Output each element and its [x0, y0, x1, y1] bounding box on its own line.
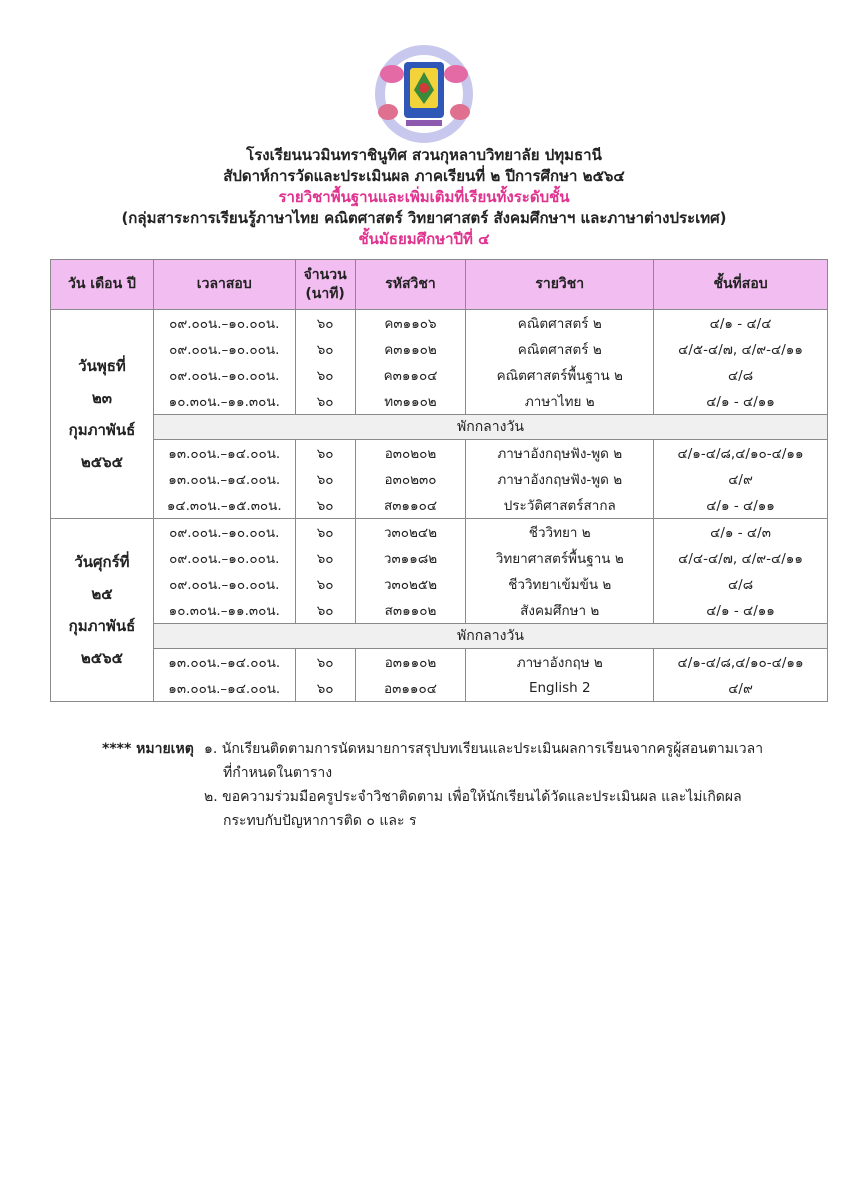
subject-groups: (กลุ่มสาระการเรียนรู้ภาษาไทย คณิตศาสตร์ วิทยาศาสตร์ สังคมศึกษาฯ และภาษาต่างประเทศ) — [121, 209, 727, 227]
cell-time: ๑๓.๐๐น.–๑๔.๐๐น. — [153, 440, 295, 467]
cell-time: ๐๙.๐๐น.–๑๐.๐๐น. — [153, 545, 295, 571]
cell-code: ค๓๑๑๐๔ — [355, 362, 466, 388]
cell-classes: ๔/๘ — [654, 571, 828, 597]
cell-classes: ๔/๑-๔/๘,๔/๑๐-๔/๑๑ — [654, 649, 828, 676]
document-title: สัปดาห์การวัดและประเมินผล ภาคเรียนที่ ๒ ปีการศึกษา ๒๕๖๔ — [223, 167, 625, 185]
cell-classes: ๔/๔-๔/๗, ๔/๙-๔/๑๑ — [654, 545, 828, 571]
cell-time: ๑๓.๐๐น.–๑๔.๐๐น. — [153, 649, 295, 676]
cell-time: ๑๐.๓๐น.–๑๑.๓๐น. — [153, 388, 295, 415]
exam-date-day: วันพุธที่ — [78, 357, 126, 375]
cell-subject: ภาษาอังกฤษฟัง-พูด ๒ — [466, 466, 654, 492]
cell-classes: ๔/๙ — [654, 466, 828, 492]
col-header-minutes: จำนวน (นาที) — [295, 260, 355, 310]
lunch-break-row — [51, 624, 828, 649]
cell-subject: ชีววิทยา ๒ — [466, 519, 654, 546]
cell-minutes: ๖๐ — [295, 362, 355, 388]
cell-code: ส๓๑๑๐๔ — [355, 492, 466, 519]
cell-minutes: ๖๐ — [295, 571, 355, 597]
cell-code: ว๓๐๒๕๒ — [355, 571, 466, 597]
exam-date-month: กุมภาพันธ์ — [68, 617, 136, 635]
table-row — [51, 466, 828, 492]
school-emblem — [366, 40, 482, 152]
document-subtitle: รายวิชาพื้นฐานและเพิ่มเติมที่เรียนทั้งระดับชั้น — [278, 188, 570, 206]
table-row — [51, 571, 828, 597]
cell-minutes: ๖๐ — [295, 440, 355, 467]
cell-minutes: ๖๐ — [295, 388, 355, 415]
cell-classes: ๔/๙ — [654, 675, 828, 702]
lunch-break-label: พักกลางวัน — [153, 624, 827, 649]
cell-subject: วิทยาศาสตร์พื้นฐาน ๒ — [466, 545, 654, 571]
remarks — [102, 737, 764, 833]
lunch-break-row — [51, 415, 828, 440]
cell-code: ส๓๑๑๐๒ — [355, 597, 466, 624]
cell-code: ว๓๑๑๘๒ — [355, 545, 466, 571]
cell-subject: ภาษาไทย ๒ — [466, 388, 654, 415]
exam-date-year: ๒๕๖๕ — [80, 453, 123, 471]
cell-minutes: ๖๐ — [295, 492, 355, 519]
exam-date-cell — [51, 310, 154, 519]
cell-subject: ประวัติศาสตร์สากล — [466, 492, 654, 519]
grade-level: ชั้นมัธยมศึกษาปีที่ ๔ — [358, 230, 490, 248]
cell-subject: คณิตศาสตร์ ๒ — [466, 310, 654, 337]
lunch-break-label: พักกลางวัน — [153, 415, 827, 440]
cell-classes: ๔/๑ - ๔/๑๑ — [654, 492, 828, 519]
col-header-code: รหัสวิชา — [355, 260, 466, 310]
cell-minutes: ๖๐ — [295, 545, 355, 571]
table-row — [51, 388, 828, 415]
exam-date-date: ๒๓ — [91, 389, 113, 407]
exam-date-month: กุมภาพันธ์ — [68, 421, 136, 439]
table-row — [51, 545, 828, 571]
exam-date-day: วันศุกร์ที่ — [74, 553, 130, 571]
col-header-subject: รายวิชา — [466, 260, 654, 310]
table-row — [51, 675, 828, 702]
remark-1-line-1: ๑. นักเรียนติดตามการนัดหมายการสรุปบทเรียนและประเมินผลการเรียนจากครูผู้สอนตามเวลา — [204, 741, 764, 757]
table-row — [51, 362, 828, 388]
col-header-classes: ชั้นที่สอบ — [654, 260, 828, 310]
cell-time: ๐๙.๐๐น.–๑๐.๐๐น. — [153, 310, 295, 337]
cell-classes: ๔/๑ - ๔/๔ — [654, 310, 828, 337]
cell-code: อ๓๐๒๐๒ — [355, 440, 466, 467]
cell-minutes: ๖๐ — [295, 597, 355, 624]
exam-date-date: ๒๕ — [91, 585, 113, 603]
cell-code: ค๓๑๑๐๖ — [355, 310, 466, 337]
cell-code: ค๓๑๑๐๒ — [355, 336, 466, 362]
remark-2-line-2: กระทบกับปัญหาการติด ๐ และ ร — [223, 813, 417, 829]
school-name: โรงเรียนนวมินทราชินูทิศ สวนกุหลาบวิทยาลัย ปทุมธานี — [246, 146, 602, 164]
cell-subject: ภาษาอังกฤษฟัง-พูด ๒ — [466, 440, 654, 467]
cell-classes: ๔/๑ - ๔/๑๑ — [654, 388, 828, 415]
table-row — [51, 310, 828, 337]
cell-classes: ๔/๑ - ๔/๓ — [654, 519, 828, 546]
cell-minutes: ๖๐ — [295, 675, 355, 702]
cell-time: ๐๙.๐๐น.–๑๐.๐๐น. — [153, 571, 295, 597]
cell-classes: ๔/๘ — [654, 362, 828, 388]
remark-2-line-1: ๒. ขอความร่วมมือครูประจำวิชาติดตาม เพื่อให้นักเรียนได้วัดและประเมินผล และไม่เกิดผล — [204, 789, 742, 805]
cell-code: ว๓๐๒๔๒ — [355, 519, 466, 546]
cell-code: อ๓๑๑๐๒ — [355, 649, 466, 676]
cell-subject: ภาษาอังกฤษ ๒ — [466, 649, 654, 676]
table-row — [51, 597, 828, 624]
cell-classes: ๔/๑-๔/๘,๔/๑๐-๔/๑๑ — [654, 440, 828, 467]
col-header-date: วัน เดือน ปี — [51, 260, 154, 310]
cell-subject: คณิตศาสตร์พื้นฐาน ๒ — [466, 362, 654, 388]
cell-minutes: ๖๐ — [295, 336, 355, 362]
cell-time: ๑๐.๓๐น.–๑๑.๓๐น. — [153, 597, 295, 624]
document-header — [0, 145, 848, 250]
cell-subject: ชีววิทยาเข้มข้น ๒ — [466, 571, 654, 597]
remarks-label: **** หมายเหตุ — [102, 741, 194, 757]
exam-date-cell — [51, 519, 154, 702]
exam-date-year: ๒๕๖๕ — [80, 649, 123, 667]
cell-minutes: ๖๐ — [295, 649, 355, 676]
table-header-row — [51, 260, 828, 310]
table-row — [51, 492, 828, 519]
cell-code: ท๓๑๑๐๒ — [355, 388, 466, 415]
cell-classes: ๔/๕-๔/๗, ๔/๙-๔/๑๑ — [654, 336, 828, 362]
cell-minutes: ๖๐ — [295, 519, 355, 546]
table-row — [51, 440, 828, 467]
cell-time: ๑๓.๐๐น.–๑๔.๐๐น. — [153, 466, 295, 492]
cell-time: ๐๙.๐๐น.–๑๐.๐๐น. — [153, 336, 295, 362]
cell-code: อ๓๑๑๐๔ — [355, 675, 466, 702]
cell-subject: สังคมศึกษา ๒ — [466, 597, 654, 624]
table-row — [51, 336, 828, 362]
cell-minutes: ๖๐ — [295, 310, 355, 337]
cell-subject: English 2 — [466, 675, 654, 702]
exam-schedule-table — [50, 259, 828, 702]
cell-classes: ๔/๑ - ๔/๑๑ — [654, 597, 828, 624]
table-row — [51, 519, 828, 546]
cell-time: ๐๙.๐๐น.–๑๐.๐๐น. — [153, 362, 295, 388]
cell-minutes: ๖๐ — [295, 466, 355, 492]
cell-code: อ๓๐๒๓๐ — [355, 466, 466, 492]
col-header-time: เวลาสอบ — [153, 260, 295, 310]
table-row — [51, 649, 828, 676]
cell-time: ๐๙.๐๐น.–๑๐.๐๐น. — [153, 519, 295, 546]
remark-1-line-2: ที่กำหนดในตาราง — [223, 765, 333, 781]
cell-subject: คณิตศาสตร์ ๒ — [466, 336, 654, 362]
cell-time: ๑๔.๓๐น.–๑๕.๓๐น. — [153, 492, 295, 519]
cell-time: ๑๓.๐๐น.–๑๔.๐๐น. — [153, 675, 295, 702]
